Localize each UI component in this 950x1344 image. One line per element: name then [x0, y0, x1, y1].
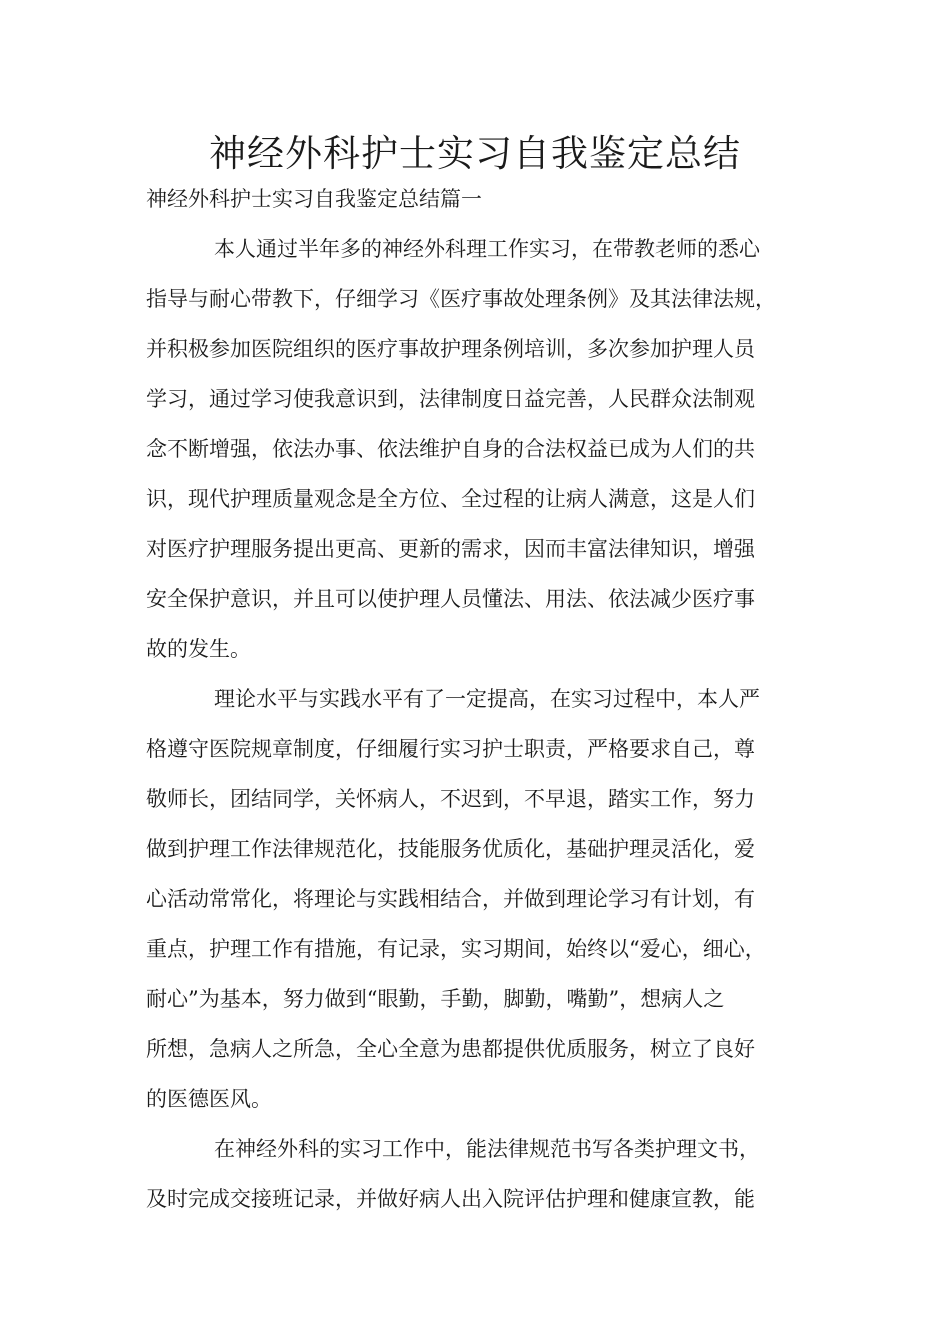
paragraph-2-line: 重点，护理工作有措施，有记录，实习期间，始终以“爱心，细心，	[146, 937, 766, 961]
paragraph-1-line: 安全保护意识，并且可以使护理人员懂法、用法、依法减少医疗事	[146, 587, 755, 611]
paragraph-1-line: 念不断增强，依法办事、依法维护自身的合法权益已成为人们的共	[146, 437, 755, 461]
document-subtitle: 神经外科护士实习自我鉴定总结篇一	[146, 187, 482, 211]
paragraph-2-line: 格遵守医院规章制度，仔细履行实习护士职责，严格要求自己，尊	[146, 737, 755, 761]
paragraph-1-line: 并积极参加医院组织的医疗事故护理条例培训，多次参加护理人员	[146, 337, 755, 361]
paragraph-1-line: 识，现代护理质量观念是全方位、全过程的让病人满意，这是人们	[146, 487, 755, 511]
paragraph-3-line: 及时完成交接班记录，并做好病人出入院评估护理和健康宣教，能	[146, 1187, 755, 1211]
paragraph-1-line: 本人通过半年多的神经外科理工作实习，在带教老师的悉心	[214, 237, 760, 261]
paragraph-1-line: 对医疗护理服务提出更高、更新的需求，因而丰富法律知识，增强	[146, 537, 755, 561]
paragraph-2-line: 敬师长，团结同学，关怀病人，不迟到，不早退，踏实工作，努力	[146, 787, 755, 811]
paragraph-2-line: 耐心”为基本，努力做到“眼勤，手勤，脚勤，嘴勤”，想病人之	[146, 987, 725, 1011]
paragraph-2-line: 做到护理工作法律规范化，技能服务优质化，基础护理灵活化，爱	[146, 837, 755, 861]
paragraph-2-line: 理论水平与实践水平有了一定提高，在实习过程中，本人严	[214, 687, 760, 711]
document-title: 神经外科护士实习自我鉴定总结	[209, 132, 741, 175]
paragraph-2-line: 心活动常常化，将理论与实践相结合，并做到理论学习有计划，有	[146, 887, 755, 911]
paragraph-1-line: 指导与耐心带教下，仔细学习《医疗事故处理条例》及其法律法规，	[146, 287, 776, 311]
paragraph-2-line: 的医德医风。	[146, 1087, 272, 1111]
paragraph-1-line: 故的发生。	[146, 637, 251, 661]
paragraph-2-line: 所想，急病人之所急，全心全意为患都提供优质服务，树立了良好	[146, 1037, 755, 1061]
paragraph-3-line: 在神经外科的实习工作中，能法律规范书写各类护理文书，	[214, 1137, 760, 1161]
paragraph-1-line: 学习，通过学习使我意识到，法律制度日益完善，人民群众法制观	[146, 387, 755, 411]
